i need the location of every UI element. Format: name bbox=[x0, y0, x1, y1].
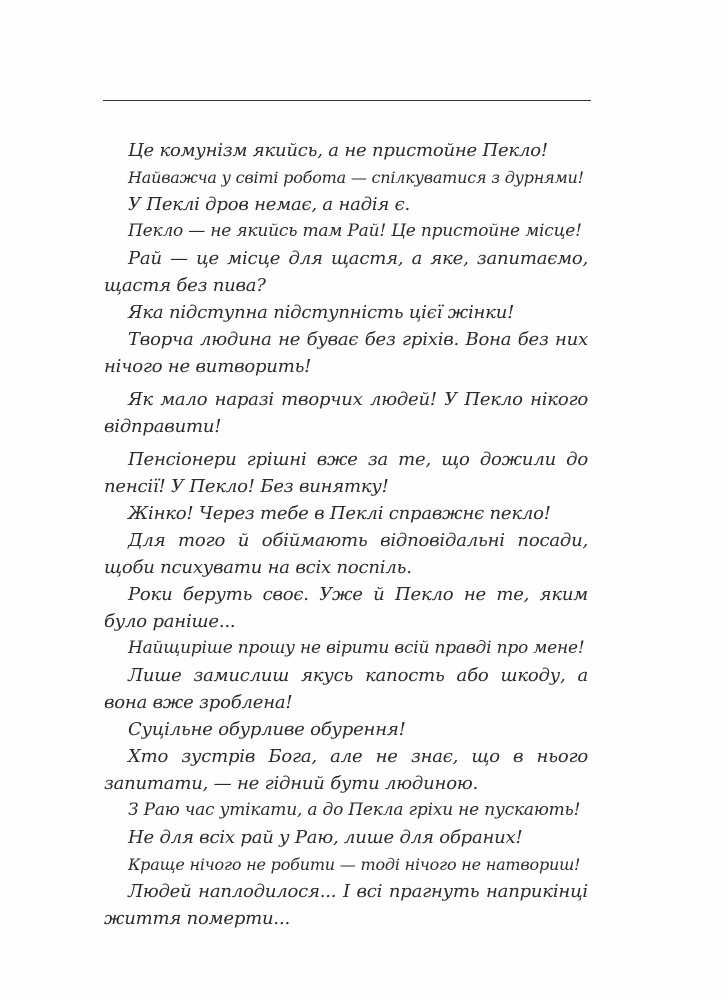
header-rule bbox=[103, 100, 591, 101]
aphorism-18: Не для всіх рай у Раю, лише для обраних! bbox=[128, 827, 523, 848]
aphorism-8: Як мало наразі творчих людей! У Пекло нікого відправити! bbox=[104, 389, 588, 437]
aphorism-2: Найважча у світі робота — спілкуватися з дурнями! bbox=[128, 168, 584, 187]
aphorism-1: Це комунізм якийсь, а не пристойне Пекло! bbox=[128, 140, 548, 161]
aphorism-5: Рай — це місце для щастя, а яке, запитаємо, щастя без пива? bbox=[104, 248, 588, 296]
aphorism-14: Лише замислиш якусь капость або шкоду, а вона вже зроблена! bbox=[104, 665, 588, 713]
aphorism-4: Пекло — не якийсь там Рай! Це пристойне місце! bbox=[128, 221, 582, 241]
aphorism-16: Хто зустрів Бога, але не знає, що в нього запитати, — не гідний бути людиною. bbox=[104, 746, 588, 794]
aphorism-20: Людей наплодилося... І всі прагнуть наприкінці життя померти... bbox=[104, 881, 588, 929]
aphorism-7: Творча людина не буває без гріхів. Вона без них нічого не витворить! bbox=[104, 329, 588, 377]
aphorism-17: З Раю час утікати, а до Пекла гріхи не пускають! bbox=[128, 800, 581, 820]
aphorism-15: Суцільне обурливе обурення! bbox=[128, 719, 406, 740]
aphorism-9: Пенсіонери грішні вже за те, що дожили до пенсії! У Пекло! Без винятку! bbox=[104, 449, 588, 497]
aphorism-6: Яка підступна підступність цієї жінки! bbox=[128, 302, 515, 323]
aphorism-list bbox=[104, 137, 588, 932]
aphorism-11: Для того й обіймають відповідальні посади, щоби психувати на всіх поспіль. bbox=[104, 530, 588, 578]
aphorism-13: Найщиріше прошу не вірити всій правді про мене! bbox=[128, 638, 585, 658]
aphorism-10: Жінко! Через тебе в Пеклі справжнє пекло! bbox=[128, 503, 551, 524]
aphorism-12: Роки беруть своє. Уже й Пекло не те, яким було раніше... bbox=[104, 584, 588, 632]
aphorism-19: Краще нічого не робити — тоді нічого не натвориш! bbox=[128, 855, 581, 874]
aphorism-3: У Пеклі дров немає, а надія є. bbox=[128, 194, 411, 215]
